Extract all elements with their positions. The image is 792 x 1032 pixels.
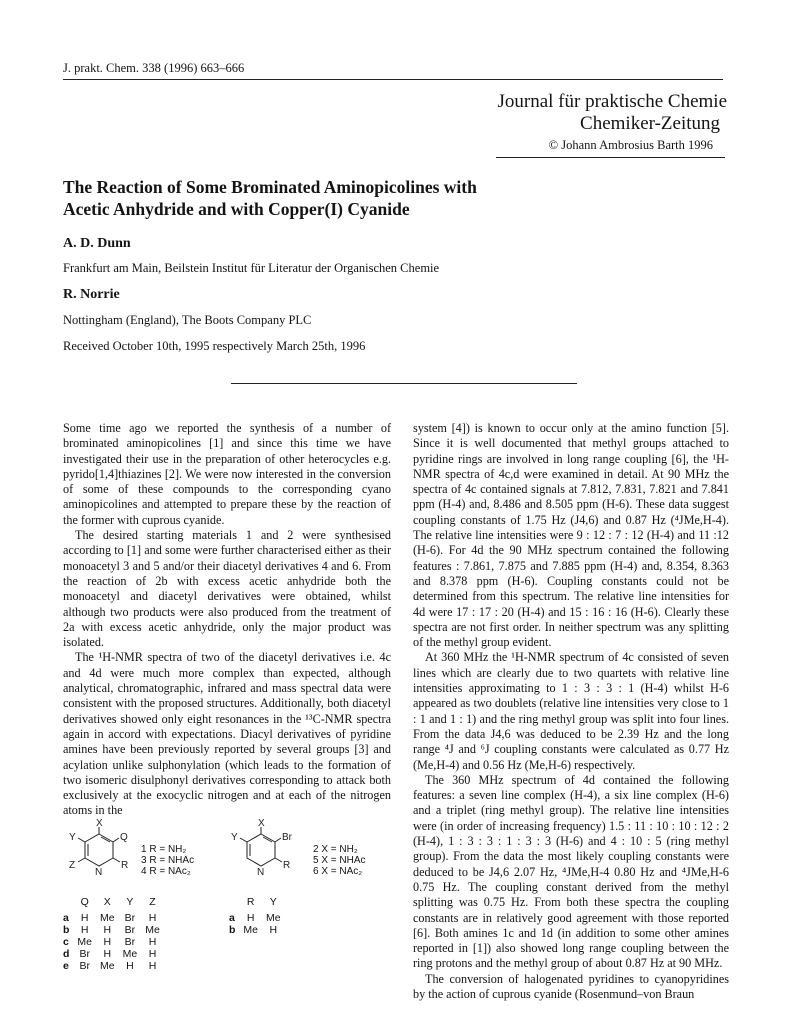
table-cell: Br [124,936,136,948]
paragraph: The conversion of halogenated pyridines to cyanopyridines by the action of cuprous cyanide (Rosenmund–von Braun [413,971,729,1001]
table-cell: Me [122,948,138,960]
table-cell: Me [100,960,115,972]
row-label: a [63,912,69,924]
journal-rule [496,157,725,158]
paragraph: At 360 MHz the ¹H-NMR spectrum of 4c consisted of seven lines which are clearly due to two quartets with relative line intensities approximating to 1 : 3 : 3 : 1 (H-4) whilst H-6 appeared as two doublets (relative line intensities very close to 1 : 1 and 1 : 1) and the ring methyl group was split into four lines. From the data J4,6 was deduced to be 2.39 Hz and the long range ⁴J and ⁶J coupling constants were calculated as 0.77 Hz (Me,H-4) and 0.56 Hz (Me,H-6) respectively. [413,650,729,772]
column-header: X [103,896,111,908]
label-n: N [257,867,265,878]
table-row [63,912,164,924]
substituent-table-2 [229,896,285,936]
column-header: R [246,896,255,908]
label-x: X [96,818,103,829]
row-label: d [63,948,70,960]
table-cell: H [126,960,134,972]
table-cell: H [148,936,157,948]
row-label: a [229,912,235,924]
table-cell: H [80,912,89,924]
table-cell: H [148,912,157,924]
row-label: b [63,924,70,936]
label-x: X [258,818,265,829]
label-r: R [121,860,129,871]
definition: 6 X = NAc₂ [313,866,363,877]
table-cell: H [80,924,89,936]
journal-name: Journal für praktische Chemie [497,91,727,112]
table-row [229,912,285,924]
label-y: Y [69,832,76,843]
received-date: Received October 10th, 1995 respectively March 25th, 1996 [63,339,366,353]
row-label: b [229,924,236,936]
chemical-scheme [63,818,393,978]
column-header [63,896,73,912]
substituent-table-1 [63,896,164,972]
table-row [63,924,164,936]
row-label: c [63,936,69,948]
label-br: Br [282,832,292,843]
right-column [413,421,729,1002]
compound-definitions-right [313,844,366,877]
author-affiliation: Nottingham (England), The Boots Company PLC [63,313,312,327]
definition: 5 X = NHAc [313,855,366,866]
compound-definitions-left [141,844,194,877]
table-cell: Me [243,924,259,936]
journal-subtitle: Chemiker-Zeitung [580,113,720,134]
paragraph: The desired starting materials 1 and 2 were synthesised according to [1] and some were further characterised either as their monoacetyl 3 and 5 and/or their diacetyl derivatives 4 and 6. From the reaction of 2b with excess acetic anhydride both the monoacetyl and diacetyl derivatives were obtained, whilst although two products were also produced from the treatment of 2a with excess acetic anhydride, only the major product was isolated. [63,528,391,650]
table-cell: H [148,948,157,960]
column-header [229,896,239,912]
row-label: e [63,960,69,972]
header-rule [63,79,723,80]
table-cell: H [148,960,157,972]
paragraph: system [4]) is known to occur only at the amino function [5]. Since it is well documented that methyl groups attached to pyridine rings are involved in long range coupling [6], the ¹H-NMR spectra of 4c,d were examined in detail. At 90 MHz the spectra of 4c contained signals at 7.812, 7.831, 7.821 and 7.841 ppm (H-4) and, 8.486 and 8.505 ppm (H-6). These data suggest coupling constants of 1.75 Hz (J4,6) and 0.87 Hz (⁴JMe,H-4). The relative line intensities were 9 : 12 : 7 : 12 (H-4) and 11 :12 (H-6). For 4d the 90 MHz spectrum contained the following features : 7.861, 7.875 and 7.885 ppm (H-4) and, 8.354, 8.363 and 8.378 ppm (H-6). Coupling constants could not be determined from this spectrum. The relative line intensities for 4d were 17 : 17 : 20 (H-4) and 15 : 16 : 16 (H-6). Clearly these spectra are not first order. In neither spectrum was any splitting of the methyl group evident. [413,421,729,650]
paragraph: The 360 MHz spectrum of 4d contained the following features: a seven line complex (H-4), a six line complex (H-6) and a triplet (ring methyl group). The relative line intensities were (in order of increasing frequency) 1.5 : 11 : 10 : 10 : 12 : 2 (H-4), 1 : 3 : 3 : 1 : 3 : 3 (H-6) and 4 : 10 : 5 (ring methyl group). From the data the most likely coupling constants were deduced to be J4,6 2.07 Hz, ⁴JMe,H-4 0.80 Hz and ⁴JMe,H-6 0.75 Hz. The coupling constant derived from the methyl splitting was 0.75 Hz. From both these spectra the coupling constants are in relatively good agreement with those reported [6]. Both amines 1c and 1d (in addition to some other amines reported in [1]) also showed long range coupling between the ring protons and the methyl group of about 0.87 Hz at 90 MHz. [413,772,729,971]
table-cell: H [103,948,112,960]
column-header: Q [80,896,89,908]
left-column [63,421,391,819]
definition: 2 X = NH₂ [313,844,358,855]
table-cell: H [269,924,278,936]
table-header-row [63,896,164,912]
table-cell: Br [79,948,90,960]
table-row [229,924,285,936]
article-title [63,176,533,220]
label-q: Q [120,832,128,843]
label-y: Y [231,832,238,843]
table-row [63,948,164,960]
table-cell: H [246,912,255,924]
author-name: A. D. Dunn [63,236,131,251]
column-header: Y [126,896,134,908]
table-cell: Br [124,912,136,924]
table-cell: Me [100,912,115,924]
table-header-row [229,896,285,912]
author-affiliation: Frankfurt am Main, Beilstein Institut für Literatur der Organischen Chemie [63,261,440,275]
paragraph: Some time ago we reported the synthesis of a number of brominated aminopicolines [1] and since this time we have investigated their use in the preparation of other heterocycles e.g. pyrido[1,4]thiazines [2]. We were now interested in the conversion of some of these compounds to the corresponding cyano aminopicolines and attempted to prepare these by the reaction of the former with cuprous cyanide. [63,421,391,527]
table-cell: H [103,924,112,936]
table-cell: Me [145,924,160,936]
table-cell: Me [77,936,93,948]
table-row [63,960,164,972]
table-cell: Br [124,924,136,936]
table-cell: H [103,936,112,948]
column-header: Z [149,896,156,908]
paragraph: The ¹H-NMR spectra of two of the diacetyl derivatives i.e. 4c and 4d were much more complex than expected, although analytical, chromatographic, infrared and mass spectral data were consistent with the proposed structures. Additionally, both diacetyl derivatives showed only eight resonances in the ¹³C-NMR spectra again in accord with expectations. Diacyl derivatives of pyridine amines have been previously reported by several groups [3] and acylation unlike sulphonylation (which leads to the formation of two isomeric disulphonyl derivatives corresponding to attack both exclusively at the exocyclic nitrogen and at each of the nitrogen atoms in the [63,650,391,818]
definition: 3 R = NHAc [141,855,195,866]
label-n: N [95,867,103,878]
label-z: Z [69,860,76,871]
definition: 1 R = NH₂ [141,844,187,855]
table-cell: Br [79,960,90,972]
author-name: R. Norrie [63,287,120,302]
label-r: R [283,860,291,871]
section-rule [231,383,577,384]
running-head: J. prakt. Chem. 338 (1996) 663–666 [63,61,245,75]
journal-copyright: © Johann Ambrosius Barth 1996 [548,138,713,152]
title-line-1: The Reaction of Some Brominated Aminopicolines with [63,177,477,197]
table-row [63,936,164,948]
definition: 4 R = NAc₂ [141,866,191,877]
title-line-2: Acetic Anhydride and with Copper(I) Cyanide [63,199,410,219]
column-header: Y [269,896,277,908]
table-cell: Me [266,912,281,924]
